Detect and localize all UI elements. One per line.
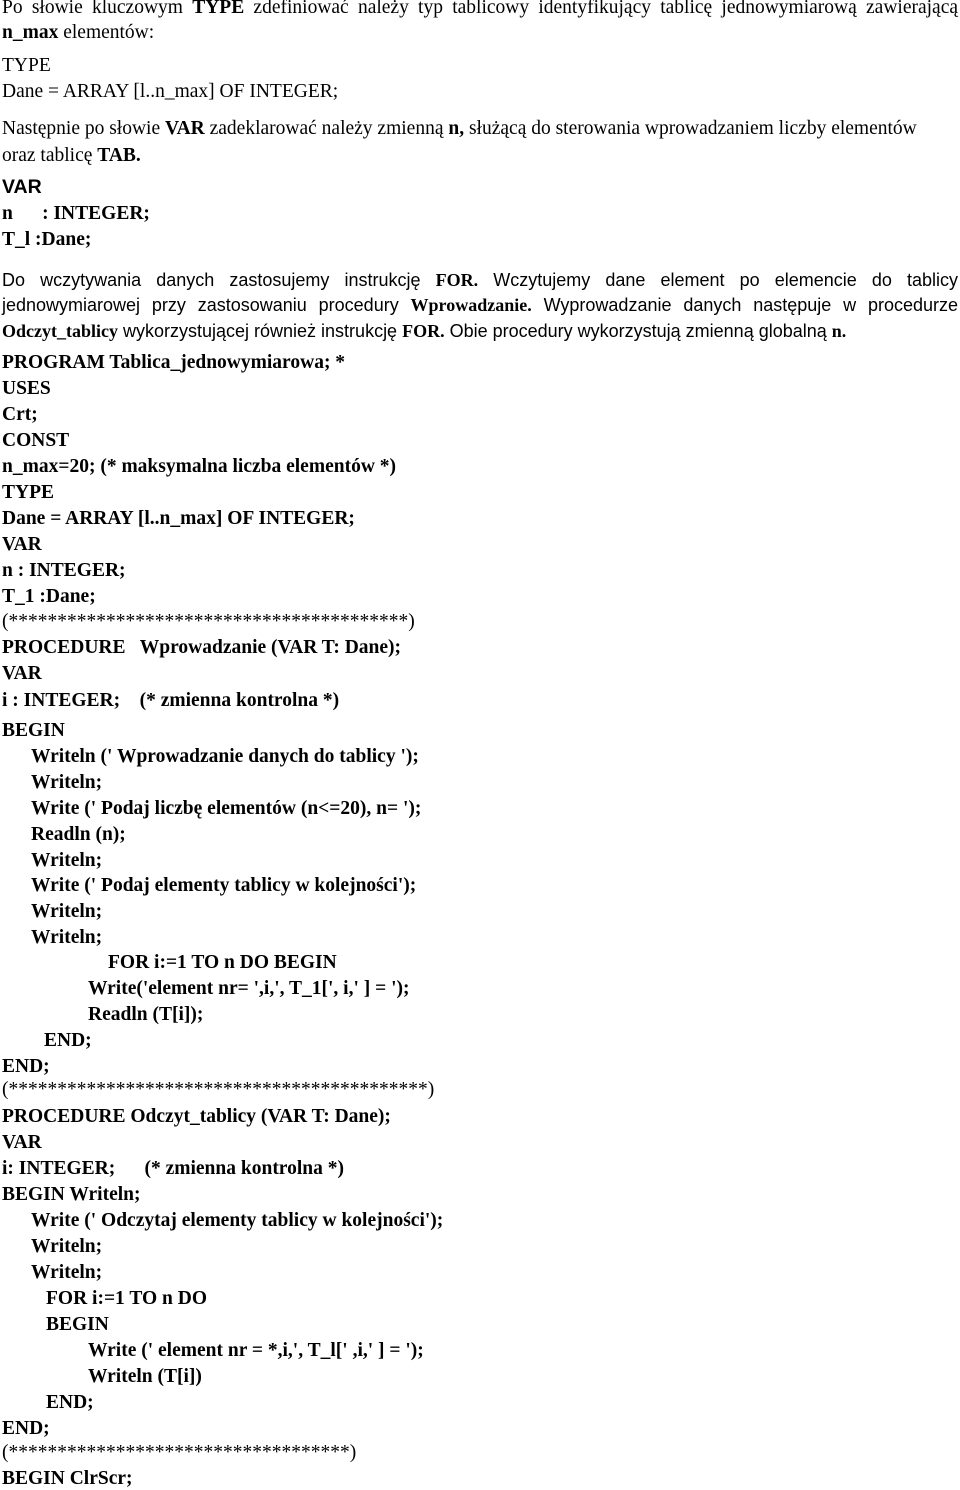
para-line-2: jednowymiarowej przy zastosowaniu procedury Wprowadzanie. Wyprowadzanie danych następuje w procedurze — [2, 295, 958, 315]
code-line-for: FOR i:=1 TO n DO — [46, 1288, 207, 1309]
code-line-write-count: Write (' Podaj liczbę elementów (n<=20), n= '); — [31, 798, 422, 819]
code-line-begin-inner: BEGIN — [46, 1314, 109, 1335]
code-line-uses: USES — [2, 378, 51, 399]
code-line-procedure-odczyt: PROCEDURE Odczyt_tablicy (VAR T: Dane); — [2, 1106, 391, 1127]
code-line-crt: Crt; — [2, 404, 38, 425]
code-line-writeln-header: Writeln (' Wprowadzanie danych do tablicy '); — [31, 746, 419, 767]
intro-type-keyword: TYPE — [2, 55, 51, 76]
code-line-separator-2: (*******************************************) — [2, 1079, 435, 1100]
code-line-nmax: n_max=20; (* maksymalna liczba elementów *) — [2, 456, 397, 477]
code-line-end-inner-2: END; — [46, 1392, 94, 1413]
code-line-for-begin: FOR i:=1 TO n DO BEGIN — [108, 952, 337, 973]
code-line-type: TYPE — [2, 482, 55, 503]
code-line-i-integer-2: i: INTEGER; (* zmienna kontrolna *) — [2, 1158, 344, 1179]
intro-line-6: oraz tablicę TAB. — [2, 145, 141, 166]
code-line-write-elements: Write (' Podaj elementy tablicy w kolejności'); — [31, 875, 417, 896]
para-line-3: Odczyt_tablicy wykorzystującej również instrukcję FOR. Obie procedury wykorzystują zmienną globalną n. — [2, 321, 847, 341]
intro-line-2: n_max elementów: — [2, 22, 155, 43]
intro-line-1: Po słowie kluczowym TYPE zdefiniować należy typ tablicowy identyfikujący tablicę jednowymiarową zawierającą — [2, 0, 959, 18]
code-line-t1: T_1 :Dane; — [2, 586, 96, 607]
code-line-n: n : INTEGER; — [2, 560, 126, 581]
code-line-writeln: Writeln; — [31, 927, 103, 948]
intro-var-tl: T_l :Dane; — [2, 229, 92, 250]
code-line-readln-n: Readln (n); — [31, 824, 126, 845]
code-line-i-integer: i : INTEGER; (* zmienna kontrolna *) — [2, 690, 340, 711]
code-line-writeln-t: Writeln (T[i]) — [88, 1366, 202, 1387]
code-line-writeln: Writeln; — [31, 850, 103, 871]
code-line-end-inner: END; — [44, 1030, 92, 1051]
code-line-begin-writeln: BEGIN Writeln; — [2, 1184, 141, 1205]
code-line-separator-1: (*****************************************) — [2, 611, 415, 632]
code-line-procedure-wprowadzanie: PROCEDURE Wprowadzanie (VAR T: Dane); — [2, 637, 402, 658]
code-line-separator-3: (***********************************) — [2, 1442, 357, 1463]
code-line-dane: Dane = ARRAY [l..n_max] OF INTEGER; — [2, 508, 355, 529]
intro-line-5: Następnie po słowie VAR zadeklarować należy zmienną n, służącą do sterowania wprowadzaniem liczby elementów — [2, 118, 917, 139]
code-line-const: CONST — [2, 430, 70, 451]
intro-var-n: n : INTEGER; — [2, 203, 150, 224]
code-line-var-3: VAR — [2, 1132, 42, 1153]
code-line-write-odczyt: Write (' Odczytaj elementy tablicy w kolejności'); — [31, 1210, 444, 1231]
para-line-1: Do wczytywania danych zastosujemy instrukcję FOR. Wczytujemy dane element po elemencie do tablicy — [2, 270, 959, 290]
code-line-write-element: Write('element nr= ',i,', T_1[', i,' ] = '); — [88, 978, 410, 999]
code-line-end-2: END; — [2, 1418, 50, 1439]
intro-var-keyword: VAR — [2, 176, 42, 198]
code-line-writeln: Writeln; — [31, 1236, 103, 1257]
code-line-write-element-2: Write (' element nr = *,i,', T_l[' ,i,' ] = '); — [88, 1340, 424, 1361]
code-line-readln-t: Readln (T[i]); — [88, 1004, 204, 1025]
code-line-writeln: Writeln; — [31, 1262, 103, 1283]
code-line-end: END; — [2, 1056, 50, 1077]
code-line-var-2: VAR — [2, 663, 42, 684]
code-line-begin: BEGIN — [2, 720, 65, 741]
code-line-var: VAR — [2, 534, 42, 555]
intro-type-definition: Dane = ARRAY [l..n_max] OF INTEGER; — [2, 81, 339, 102]
code-line-begin-clrscr: BEGIN ClrScr; — [2, 1468, 133, 1489]
code-line-program: PROGRAM Tablica_jednowymiarowa; * — [2, 352, 346, 373]
code-line-writeln: Writeln; — [31, 772, 103, 793]
code-line-writeln: Writeln; — [31, 901, 103, 922]
